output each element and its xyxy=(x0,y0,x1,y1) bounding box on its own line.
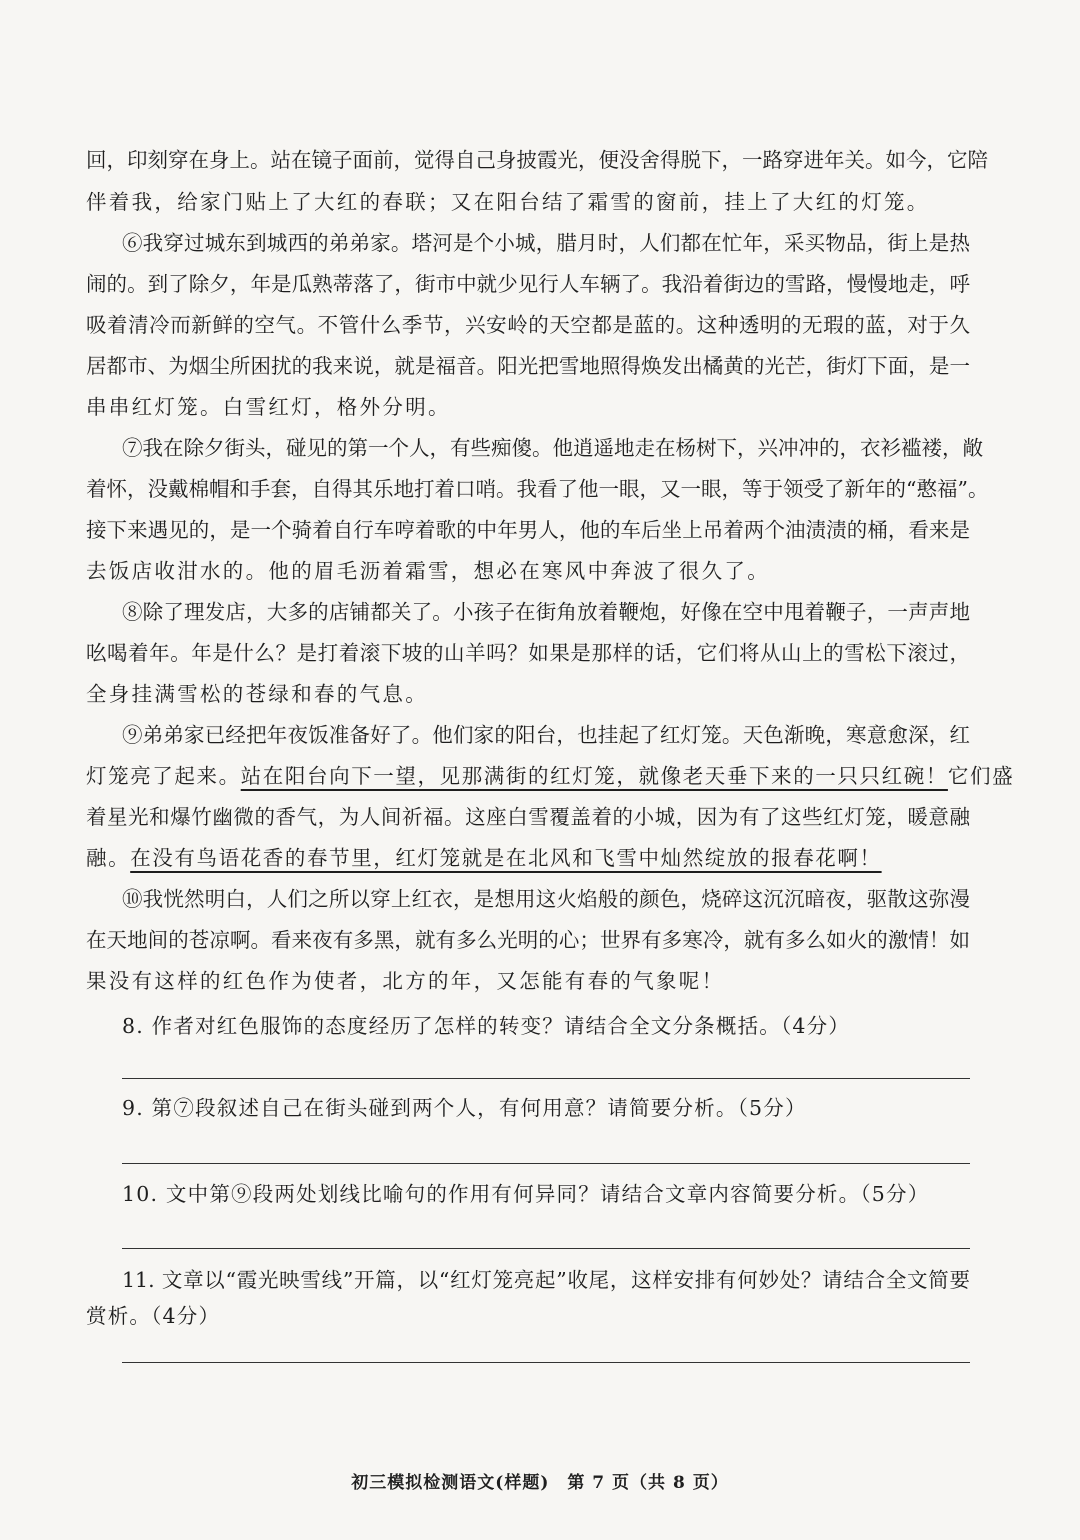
text-line: 去饭店收泔水的。他的眉毛沥着霜雪，想必在寒风中奔波了很久了。 xyxy=(86,559,770,583)
text-line: 伴着我，给家门贴上了大红的春联；又在阳台结了霜雪的窗前，挂上了大红的灯笼。 xyxy=(86,190,930,214)
text-line: 全身挂满雪松的苍绿和春的气息。 xyxy=(86,682,428,706)
question-10: 10. 文中第⑨段两处划线比喻句的作用有何异同？请结合文章内容简要分析。（5分） xyxy=(122,1182,930,1206)
text-line: 着怀，没戴棉帽和手套，自得其乐地打着口哨。我看了他一眼，又一眼，等于领受了新年的“憨福”。 xyxy=(86,477,989,501)
question-11-cont: 赏析。（4分） xyxy=(86,1304,221,1328)
text-line: 居都市、为烟尘所困扰的我来说，就是福音。阳光把雪地照得焕发出橘黄的光芒，街灯下面，是一 xyxy=(86,354,970,378)
text-line: 在天地间的苍凉啊。看来夜有多黑，就有多么光明的心；世界有多寒冷，就有多么如火的激情！如 xyxy=(86,928,970,952)
text-line: 回，印刻穿在身上。站在镜子面前，觉得自己身披霞光，便没舍得脱下，一路穿进年关。如今，它陪 xyxy=(86,148,988,172)
question-8: 8. 作者对红色服饰的态度经历了怎样的转变？请结合全文分条概括。（4分） xyxy=(122,1014,851,1038)
question-11: 11. 文章以“霞光映雪线”开篇，以“红灯笼亮起”收尾，这样安排有何妙处？请结合全文简要 xyxy=(122,1268,970,1292)
underlined-metaphor-2: 在没有鸟语花香的春节里，红灯笼就是在北风和飞雪中灿然绽放的报春花啊！ xyxy=(130,846,882,870)
text-line: 串串红灯笼。白雪红灯，格外分明。 xyxy=(86,395,451,419)
text-segment: 它们盛 xyxy=(947,764,1015,788)
answer-line-10[interactable] xyxy=(122,1248,970,1249)
answer-line-8[interactable] xyxy=(122,1078,970,1079)
question-9: 9. 第⑦段叙述自己在街头碰到两个人，有何用意？请简要分析。（5分） xyxy=(122,1096,807,1120)
answer-line-9[interactable] xyxy=(122,1163,970,1164)
paragraph-8-line: ⑧除了理发店，大多的店铺都关了。小孩子在街角放着鞭炮，好像在空中甩着鞭子，一声声地 xyxy=(122,600,970,624)
paragraph-9-line-2 xyxy=(86,762,1015,790)
text-segment: 灯笼亮了起来。 xyxy=(86,764,241,788)
answer-line-11[interactable] xyxy=(122,1362,970,1363)
text-line: 果没有这样的红色作为使者，北方的年，又怎能有春的气象呢！ xyxy=(86,969,725,993)
page-footer: 初三模拟检测语文(样题) 第 7 页（共 8 页） xyxy=(351,1473,729,1493)
text-line: 闹的。到了除夕，年是瓜熟蒂落了，街市中就少见行人车辆了。我沿着街边的雪路，慢慢地走，呼 xyxy=(86,272,970,296)
paragraph-9-line: ⑨弟弟家已经把年夜饭准备好了。他们家的阳台，也挂起了红灯笼。天色渐晚，寒意愈深，红 xyxy=(122,723,970,747)
text-segment: 融。 xyxy=(86,846,131,870)
underlined-metaphor-1: 站在阳台向下一望，见那满街的红灯笼，就像老天垂下来的一只只红碗！ xyxy=(240,764,948,788)
paragraph-9-line-4 xyxy=(86,844,970,872)
text-line: 吸着清冷而新鲜的空气。不管什么季节，兴安岭的天空都是蓝的。这种透明的无瑕的蓝，对于久 xyxy=(86,313,970,337)
paragraph-10-line: ⑩我恍然明白，人们之所以穿上红衣，是想用这火焰般的颜色，烧碎这沉沉暗夜，驱散这弥漫 xyxy=(122,887,970,911)
text-line: 吆喝着年。年是什么？是打着滚下坡的山羊吗？如果是那样的话，它们将从山上的雪松下滚过， xyxy=(86,641,970,665)
paragraph-7-line: ⑦我在除夕街头，碰见的第一个人，有些痴傻。他逍遥地走在杨树下，兴冲冲的，衣衫褴褛，敞 xyxy=(122,436,983,460)
text-line: 接下来遇见的，是一个骑着自行车哼着歌的中年男人，他的车后坐上吊着两个油渍渍的桶，看来是 xyxy=(86,518,970,542)
paragraph-6-line: ⑥我穿过城东到城西的弟弟家。塔河是个小城，腊月时，人们都在忙年，采买物品，街上是热 xyxy=(122,231,970,255)
text-line: 着星光和爆竹幽微的香气，为人间祈福。这座白雪覆盖着的小城，因为有了这些红灯笼，暖意融 xyxy=(86,805,970,829)
